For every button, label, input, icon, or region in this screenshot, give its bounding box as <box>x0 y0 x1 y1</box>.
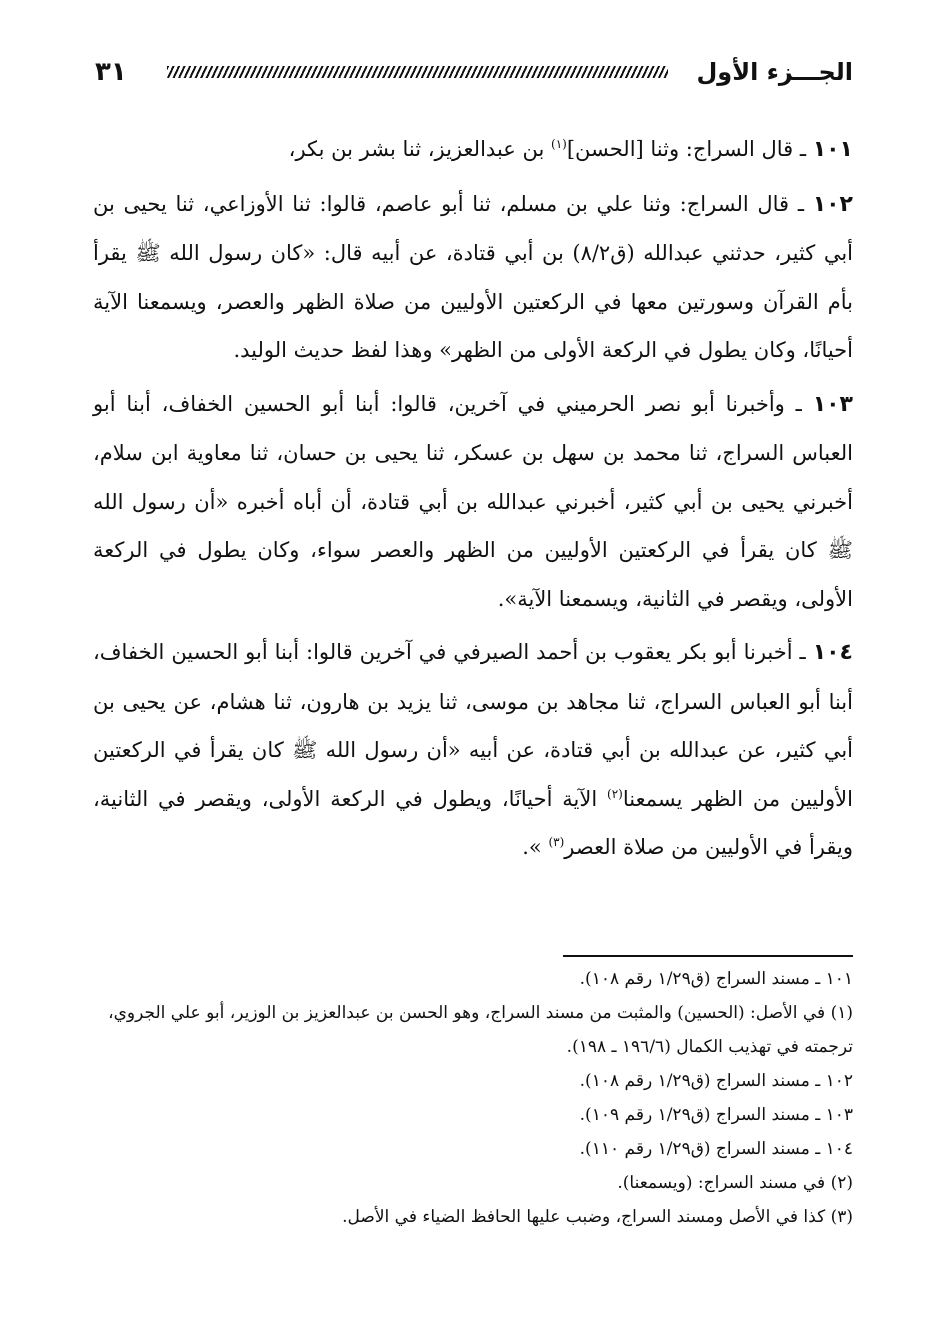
hadith-entry-102 <box>93 180 853 375</box>
hadith-entry-104 <box>93 628 853 872</box>
entry-text: ـ أخبرنا أبو بكر يعقوب بن أحمد الصيرفي في آخرين قالوا: أبنا أبو الحسين الخفاف، أبنا أبو العباس السراج، ثنا مجاهد بن موسى، ثنا يزيد بن هارون، ثنا هشام، عن يحيى بن أبي كثير، عن عبدالله بن أبي قتادة، عن أبيه «أن رسول الله ﷺ كان يقرأ في الركعتين الأوليين من الظهر يسمعنا <box>93 640 853 811</box>
footnote-marker: (١) <box>551 137 567 151</box>
entry-text: ـ وأخبرنا أبو نصر الحرميني في آخرين، قالوا: أبنا أبو الحسين الخفاف، أبنا أبو العباس السراج، ثنا محمد بن سهل بن عسكر، ثنا يحيى بن حسان، ثنا معاوية ابن سلام، أخبرني يحيى بن أبي كثير، أخبرني عبدالله بن أبي قتادة، أن أباه أخبره «أن رسول الله ﷺ كان يقرأ في الركعتين الأوليين من الظهر والعصر سواء، وكان يطول في الركعة الأولى، ويقصر في الثانية، ويسمعنا الآية». <box>93 391 853 611</box>
footnote-marker: (٢) <box>607 786 623 801</box>
page-number: ٣١ <box>95 57 127 87</box>
running-title: الجـــزء الأول <box>696 58 853 86</box>
entry-number: ١٠٤ <box>812 640 853 665</box>
page-header <box>95 52 853 92</box>
footnote-item: ١٠٣ ـ مسند السراج (ق١/٢٩ رقم ١٠٩). <box>579 1105 853 1125</box>
footnote-item: ١٠١ ـ مسند السراج (ق١/٢٩ رقم ١٠٨). <box>579 969 853 989</box>
main-text <box>93 125 853 877</box>
footnote-item: (٣) كذا في الأصل ومسند السراج، وضبب عليها الحافظ الضياء في الأصل. <box>342 1207 853 1227</box>
hadith-entry-101 <box>93 125 853 175</box>
entry-number: ١٠١ <box>812 137 853 162</box>
entry-text: ـ قال السراج: وثنا علي بن مسلم، ثنا أبو عاصم، قالوا: ثنا الأوزاعي، ثنا يحيى بن أبي كثير، حدثني عبدالله (ق٨/٢) بن أبي قتادة، عن أبيه قال: «كان رسول الله ﷺ يقرأ بأم القرآن وسورتين معها في الركعتين الأوليين من صلاة الظهر والعصر، ويسمعنا الآية أحيانًا، وكان يطول في الركعة الأولى من الظهر» وهذا لفظ حديث الوليد. <box>93 191 853 362</box>
footnote-separator <box>563 955 853 957</box>
entry-number: ١٠٣ <box>812 391 853 417</box>
entry-text: بن عبدالعزيز، ثنا بشر بن بكر، <box>288 137 551 161</box>
footnote-item: ١٠٢ ـ مسند السراج (ق١/٢٩ رقم ١٠٨). <box>579 1071 853 1091</box>
footnotes <box>93 962 853 1234</box>
hadith-entry-103 <box>93 380 853 624</box>
footnote-item: ١٠٤ ـ مسند السراج (ق١/٢٩ رقم ١١٠). <box>579 1139 853 1159</box>
entry-text: ـ قال السراج: وثنا [الحسن] <box>566 137 807 161</box>
header-rule <box>167 66 669 78</box>
footnote-marker: (٣) <box>548 835 565 849</box>
footnote-item: (١) في الأصل: (الحسين) والمثبت من مسند السراج، وهو الحسن بن عبدالعزيز بن الوزير، أبو علي الجروي، ترجمته في تهذيب الكمال (١٩٦/٦ ـ ١٩٨). <box>108 1003 853 1057</box>
footnote-item: (٢) في مسند السراج: (ويسمعنا). <box>617 1173 853 1193</box>
entry-text: الآية أحيانًا، ويطول في الركعة الأولى، ويقصر في الثانية، ويقرأ في الأوليين من صلاة العصر <box>93 786 853 859</box>
entry-number: ١٠٢ <box>812 191 853 217</box>
entry-text: ». <box>522 835 549 859</box>
